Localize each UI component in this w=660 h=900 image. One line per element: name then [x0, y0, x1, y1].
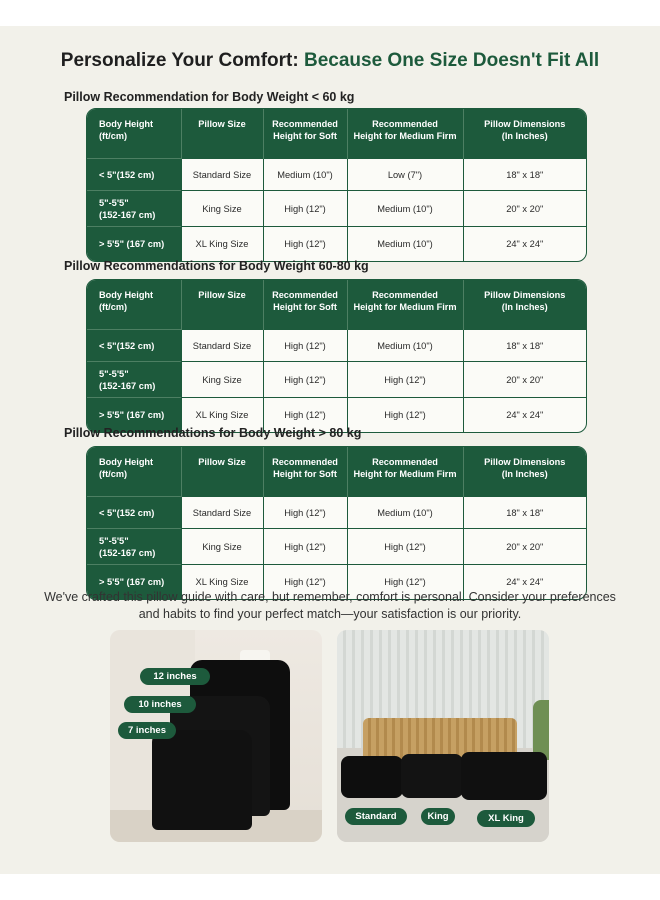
table-cell: Medium (10")	[263, 159, 347, 191]
table-cell: 20" x 20"	[463, 191, 586, 227]
body-height-cell: > 5'5" (167 cm)	[87, 227, 181, 262]
label-standard: Standard	[345, 808, 407, 825]
body-height-cell: 5"-5'5" (152-167 cm)	[87, 191, 181, 227]
pillow-sizes-photo	[337, 630, 549, 842]
table-row	[87, 330, 586, 362]
table-cell: High (12")	[263, 227, 347, 262]
table-row	[87, 497, 586, 529]
label-10-inches: 10 inches	[124, 696, 196, 713]
column-header: Pillow Dimensions (In Inches)	[463, 447, 586, 497]
column-header: Recommended Height for Soft	[263, 109, 347, 159]
table-cell: King Size	[181, 529, 263, 565]
table-cell: 18" x 18"	[463, 159, 586, 191]
table-under-60kg	[86, 108, 587, 262]
label-king: King	[421, 808, 455, 825]
table-header-row	[87, 280, 586, 330]
table-cell: High (12")	[263, 398, 347, 433]
column-header: Recommended Height for Soft	[263, 280, 347, 330]
table-cell: 18" x 18"	[463, 497, 586, 529]
infographic-panel	[0, 26, 660, 874]
label-7-inches: 7 inches	[118, 722, 176, 739]
table-row	[87, 529, 586, 565]
column-header: Body Height (ft/cm)	[87, 109, 181, 159]
column-header: Pillow Size	[181, 280, 263, 330]
pillow-heights-photo	[110, 630, 322, 842]
section-title-60-80kg: Pillow Recommendations for Body Weight 60-80 kg	[64, 259, 369, 273]
table-cell: 24" x 24"	[463, 227, 586, 262]
column-header: Body Height (ft/cm)	[87, 280, 181, 330]
table-row	[87, 159, 586, 191]
headline	[0, 50, 660, 72]
column-header: Recommended Height for Medium Firm	[347, 447, 463, 497]
body-height-cell: > 5'5" (167 cm)	[87, 565, 181, 600]
table-cell: High (12")	[347, 565, 463, 600]
table-cell: High (12")	[263, 330, 347, 362]
label-xl-king: XL King	[477, 810, 535, 827]
body-height-cell: < 5"(152 cm)	[87, 497, 181, 529]
table-cell: Medium (10")	[347, 191, 463, 227]
label-12-inches: 12 inches	[140, 668, 210, 685]
table-cell: Low (7")	[347, 159, 463, 191]
table-row	[87, 362, 586, 398]
body-height-cell: 5"-5'5" (152-167 cm)	[87, 529, 181, 565]
table-cell: Standard Size	[181, 159, 263, 191]
table-header-row	[87, 109, 586, 159]
column-header: Recommended Height for Medium Firm	[347, 280, 463, 330]
table-cell: Standard Size	[181, 330, 263, 362]
column-header: Recommended Height for Medium Firm	[347, 109, 463, 159]
table-cell: King Size	[181, 191, 263, 227]
table-cell: King Size	[181, 362, 263, 398]
column-header: Pillow Dimensions (In Inches)	[463, 280, 586, 330]
column-header: Recommended Height for Soft	[263, 447, 347, 497]
table-60-80kg	[86, 279, 587, 433]
table-row	[87, 191, 586, 227]
footnote-text: We've crafted this pillow guide with care, but remember, comfort is personal. Consider your preferences and habits to find your perfect match—your satisfaction is our priority.	[44, 590, 616, 621]
section-title-under-60kg: Pillow Recommendation for Body Weight < 60 kg	[64, 90, 355, 104]
column-header: Pillow Dimensions (In Inches)	[463, 109, 586, 159]
headline-part1: Personalize Your Comfort:	[60, 50, 304, 71]
table-cell: High (12")	[263, 565, 347, 600]
body-height-cell: 5"-5'5" (152-167 cm)	[87, 362, 181, 398]
body-height-cell: < 5"(152 cm)	[87, 159, 181, 191]
headline-part2: Because One Size Doesn't Fit All	[303, 50, 600, 71]
table-cell: 18" x 18"	[463, 330, 586, 362]
table-cell: High (12")	[347, 398, 463, 433]
table-cell: Standard Size	[181, 497, 263, 529]
body-height-cell: > 5'5" (167 cm)	[87, 398, 181, 433]
table-cell: XL King Size	[181, 227, 263, 262]
table-cell: XL King Size	[181, 398, 263, 433]
table-cell: High (12")	[263, 497, 347, 529]
table-cell: High (12")	[263, 362, 347, 398]
column-header: Pillow Size	[181, 109, 263, 159]
column-header: Pillow Size	[181, 447, 263, 497]
table-cell: Medium (10")	[347, 497, 463, 529]
table-cell: 20" x 20"	[463, 529, 586, 565]
table-cell: XL King Size	[181, 565, 263, 600]
recommendation-table	[87, 109, 586, 261]
column-header: Body Height (ft/cm)	[87, 447, 181, 497]
table-cell: Medium (10")	[347, 227, 463, 262]
section-title-over-80kg: Pillow Recommendations for Body Weight > 80 kg	[64, 426, 362, 440]
table-cell: 20" x 20"	[463, 362, 586, 398]
table-cell: Medium (10")	[347, 330, 463, 362]
table-cell: High (12")	[263, 529, 347, 565]
table-over-80kg	[86, 446, 587, 600]
table-row	[87, 227, 586, 262]
recommendation-table	[87, 280, 586, 432]
table-cell: High (12")	[347, 362, 463, 398]
table-header-row	[87, 447, 586, 497]
recommendation-table	[87, 447, 586, 599]
table-cell: High (12")	[263, 191, 347, 227]
table-cell: 24" x 24"	[463, 398, 586, 433]
table-cell: 24" x 24"	[463, 565, 586, 600]
table-cell: High (12")	[347, 529, 463, 565]
body-height-cell: < 5"(152 cm)	[87, 330, 181, 362]
